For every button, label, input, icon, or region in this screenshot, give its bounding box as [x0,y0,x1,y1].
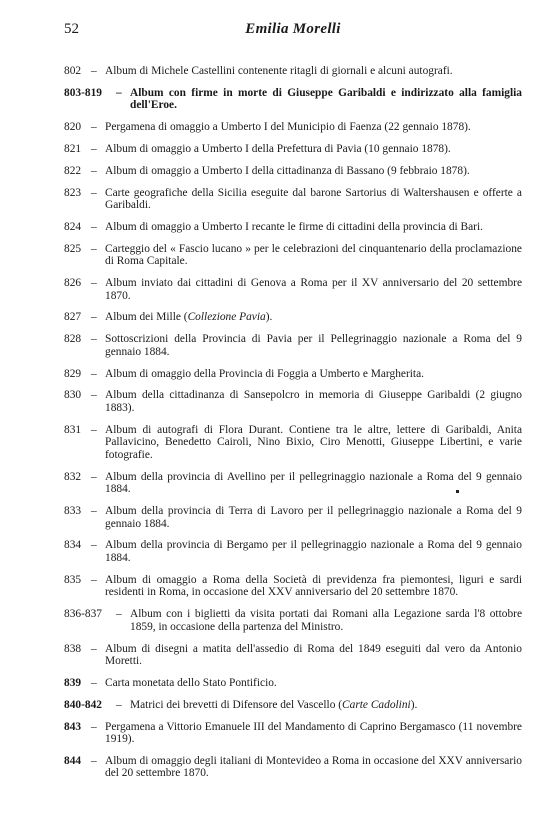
entry-number: 834 [64,539,82,552]
catalog-entry [64,471,522,496]
collection-name: Carte Cadolini [342,698,411,711]
entry-dash: – [91,573,97,586]
entry-number: 839 [64,676,82,689]
entry-number: 829 [64,367,82,380]
entry-dash: – [91,277,97,290]
catalog-entry [64,643,522,668]
entry-dash: – [91,121,97,134]
catalog-entry [64,87,522,112]
entry-text-part: ). [265,311,273,324]
entry-text: Album di omaggio della Provincia di Foggia a Umberto e Margherita. [105,367,424,380]
entry-text: Carteggio del « Fascio lucano » per le celebrazioni del cinquantenario della proclamazione di Roma Capitale. [105,242,522,268]
entry-number: 835 [64,573,82,586]
catalog-entry [64,389,522,414]
catalog-entry [64,311,522,324]
entry-number: 820 [64,121,82,134]
entry-dash: – [116,608,122,621]
catalog-entry [64,424,522,462]
entry-text-part: Album dei Mille ( [105,311,188,324]
catalog-entry [64,333,522,358]
entry-text: Album di autografi di Flora Durant. Contiene tra le altre, lettere di Garibaldi, Anita Pallavicino, Benedetto Cairoli, Nino Bixio, Ciro Menotti, Giuseppe Libertini, e varie fotografie. [105,423,522,461]
entry-number: 825 [64,242,82,255]
entry-dash: – [91,220,97,233]
entry-dash: – [91,423,97,436]
entry-text: Album della provincia di Avellino per il pellegrinaggio nazionale a Roma del 9 gennaio 1884. [105,470,522,496]
entry-dash: – [91,505,97,518]
catalog-entry [64,221,522,234]
entry-text [64,311,522,324]
entry-dash: – [91,164,97,177]
entry-text: Album con i biglietti da visita portati dai Romani alla Legazione sarda l'8 ottobre 1859, in occasione della partenza del Ministro. [130,608,522,633]
catalog-entry [64,677,522,690]
entry-dash: – [116,86,122,99]
entry-number: 826 [64,277,82,290]
catalog-entry [64,755,522,780]
entry-number: 840-842 [64,698,102,711]
catalog-entries [64,65,522,789]
entry-dash: – [91,242,97,255]
entry-dash: – [91,470,97,483]
entry-number: 802 [64,65,82,77]
catalog-entry [64,165,522,178]
entry-dash: – [91,186,97,199]
entry-dash: – [91,367,97,380]
catalog-entry [64,699,522,712]
entry-number: 821 [64,142,82,155]
entry-dash: – [116,698,122,711]
entry-number: 823 [64,186,82,199]
entry-number: 844 [64,754,82,767]
entry-text-part: Matrici dei brevetti di Difensore del Vascello ( [130,698,343,711]
entry-text: Album di omaggio a Umberto I della Prefettura di Pavia (10 gennaio 1878). [105,142,451,155]
ink-speck [456,490,459,493]
entry-text: Album di omaggio a Roma della Società di previdenza fra piemontesi, liguri e sardi residenti in Roma, in occasione del XXV anniversario del 20 settembre 1870. [105,573,522,599]
entry-number: 832 [64,470,82,483]
entry-text: Album della cittadinanza di Sansepolcro in memoria di Giuseppe Garibaldi (2 giugno 1883). [105,389,522,414]
catalog-entry [64,143,522,156]
catalog-entry [64,277,522,302]
collection-name: Collezione Pavia [187,311,266,324]
entry-dash: – [91,720,97,733]
entry-text: Pergamena a Vittorio Emanuele III del Mandamento di Caprino Bergamasco (11 novembre 1919). [105,720,522,746]
running-head [64,21,522,43]
entry-number: 831 [64,423,82,436]
entry-text: Album di omaggio degli italiani di Montevideo a Roma in occasione del XXV anniversario del 20 settembre 1870. [105,754,522,780]
entry-text: Album della provincia di Terra di Lavoro per il pellegrinaggio nazionale a Roma del 9 gennaio 1884. [105,505,522,530]
entry-text: Album di omaggio a Umberto I recante le firme di cittadini della provincia di Bari. [105,220,483,233]
entry-number: 833 [64,505,82,518]
entry-text: Album inviato dai cittadini di Genova a Roma per il XV anniversario del 20 settembre 1870. [105,277,522,302]
catalog-entry [64,243,522,268]
catalog-entry [64,187,522,212]
entry-text: Album di disegni a matita dell'assedio di Roma del 1849 eseguiti dal vero da Antonio Moretti. [105,642,522,668]
catalog-entry [64,574,522,599]
entry-number: 828 [64,333,82,346]
entry-dash: – [91,65,97,77]
entry-dash: – [91,333,97,346]
entry-dash: – [91,142,97,155]
entry-text: Carte geografiche della Sicilia eseguite dal barone Sartorius di Waltershausen e offerte a Garibaldi. [105,186,522,212]
entry-number: 830 [64,389,82,402]
catalog-entry [64,505,522,530]
entry-dash: – [91,311,97,324]
running-title: Emilia Morelli [245,21,341,37]
catalog-entry [64,721,522,746]
entry-dash: – [91,676,97,689]
entry-text [64,699,522,712]
entry-dash: – [91,754,97,767]
entry-text: Album di Michele Castellini contenente ritagli di giornali e alcuni autografi. [105,65,453,77]
entry-number: 843 [64,720,82,733]
catalog-entry [64,608,522,633]
catalog-entry [64,65,522,78]
entry-dash: – [91,642,97,655]
entry-number: 838 [64,642,82,655]
entry-number: 827 [64,311,82,324]
entry-text: Carta monetata dello Stato Pontificio. [105,676,277,689]
entry-dash: – [91,539,97,552]
entry-number: 824 [64,220,82,233]
entry-number: 803-819 [64,86,102,99]
entry-text: Album di omaggio a Umberto I della cittadinanza di Bassano (9 febbraio 1878). [105,164,470,177]
entry-text: Album della provincia di Bergamo per il pellegrinaggio nazionale a Roma del 9 gennaio 1884. [105,539,522,565]
entry-number: 836-837 [64,608,102,621]
entry-text-part: ). [410,698,418,711]
entry-text: Sottoscrizioni della Provincia di Pavia per il Pellegrinaggio nazionale a Roma del 9 gennaio 1884. [105,333,522,358]
entry-dash: – [91,389,97,402]
entry-number: 822 [64,164,82,177]
page-number: 52 [64,21,79,37]
entry-text: Album con firme in morte di Giuseppe Garibaldi e indirizzato alla famiglia dell'Eroe. [130,86,522,112]
entry-text: Pergamena di omaggio a Umberto I del Municipio di Faenza (22 gennaio 1878). [105,121,471,134]
catalog-entry [64,121,522,134]
catalog-entry [64,539,522,564]
catalog-entry [64,368,522,381]
